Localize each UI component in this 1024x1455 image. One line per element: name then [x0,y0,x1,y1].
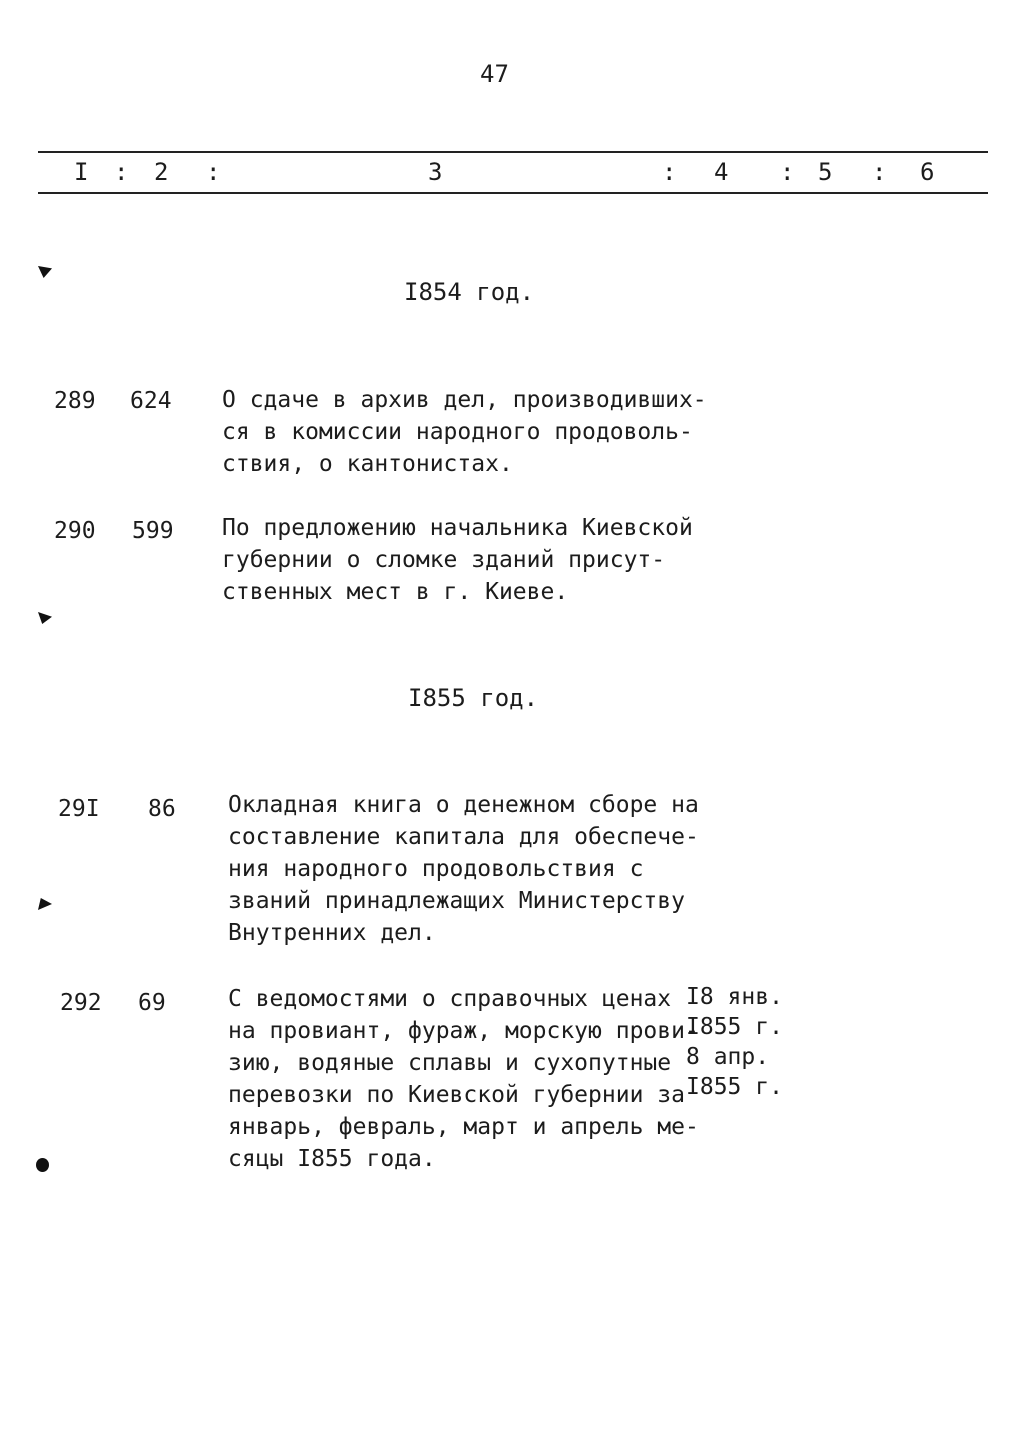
entry-number: 290 [54,518,96,544]
year-heading: I855 год. [408,684,539,712]
column-separator: : [780,158,795,186]
column-separator: : [206,158,221,186]
case-number: 69 [138,990,166,1016]
entry-description: Окладная книга о денежном сборе на составление капитала для обеспече- ния народного продовольствия с званий принадлежащих Министерству Внутренних дел. [228,792,699,946]
entry-description: С ведомостями о справочных ценах на провиант, фураж, морскую прови- зию, водяные сплавы и сухопутные перевозки по Киевской губернии за январь, февраль, март и апрель ме- сяцы I855 года. [228,986,699,1172]
binder-hole-mark [38,612,52,624]
column-header-4: 4 [714,158,729,186]
column-separator: : [662,158,677,186]
header-rule-top [38,151,988,153]
binder-hole-mark [36,1158,49,1172]
column-header-2: 2 [154,158,169,186]
column-header-5: 5 [818,158,833,186]
column-separator: : [872,158,887,186]
entry-number: 29I [58,796,100,822]
entry-description: О сдаче в архив дел, производивших- ся в комиссии народного продоволь- ствия, о кантонистах. [222,387,707,477]
entry-number: 292 [60,990,102,1016]
column-separator: : [114,158,129,186]
case-number: 599 [132,518,174,544]
column-header-6: 6 [920,158,935,186]
entry-number: 289 [54,388,96,414]
page-number: 47 [480,60,509,88]
entry-dates: I8 янв. I855 г. 8 апр. I855 г. [686,984,783,1100]
year-heading: I854 год. [404,278,535,306]
header-rule-bottom [38,192,988,194]
entry-description: По предложению начальника Киевской губернии о сломке зданий присут- ственных мест в г. Киеве. [222,515,693,605]
case-number: 624 [130,388,172,414]
binder-hole-mark [38,898,52,910]
case-number: 86 [148,796,176,822]
binder-hole-mark [38,266,52,278]
column-header-3: 3 [428,158,443,186]
column-header-1: I [74,158,89,186]
